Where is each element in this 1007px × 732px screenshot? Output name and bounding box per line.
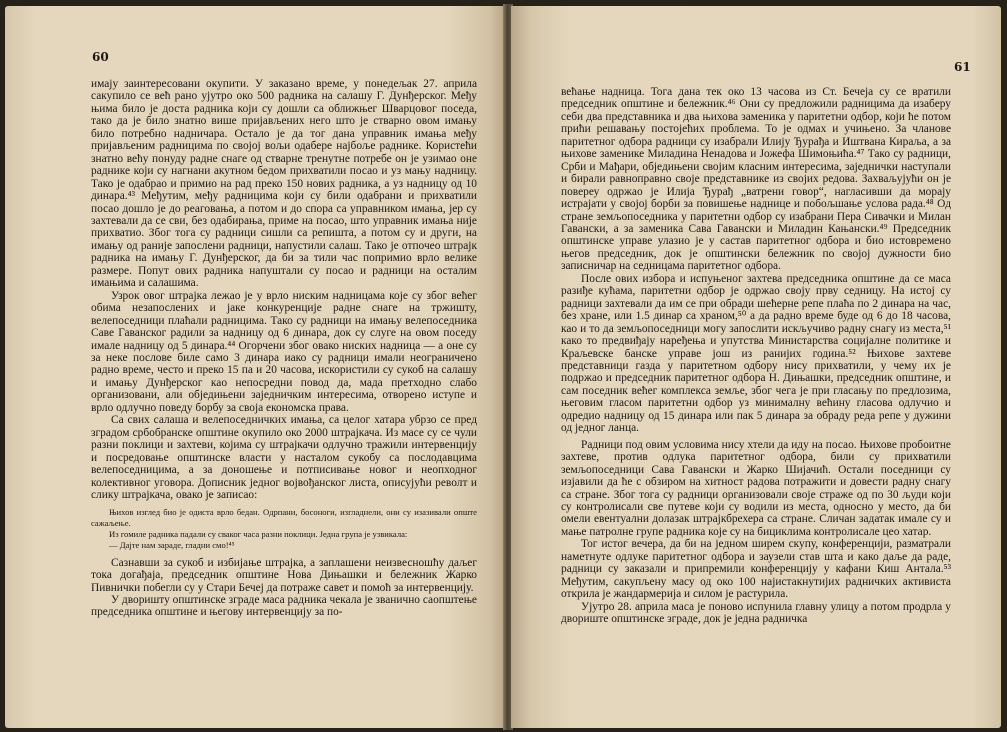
page-number: 60 (92, 50, 109, 64)
paragraph: Тог истог вечера, да би на једном ширем скупу, конференцији, разматрали наметнуте одлуке паритетног одбора и заузели став шта и како даље да раде, радници су заказали и припремили конференцију у кафани Киш Антала.⁵³ Међутим, сакупљену масу од око 100 најистакнутијих радничких активиста открила је жандармерија и силом је растурила. (561, 538, 951, 601)
paragraph: Узрок овог штрајка лежао је у врло ниским надницама које су због већег обима незапослених и јаке конкуренције радне снаге на тржишту, велепоседници плаћали радницима. Тако су радници на имању велепоседника Саве Гаванског радили за надницу од 6 динара, док су слуге на овом поседу имале надницу од 5 динара.⁴⁴ Огорчени због овако ниских надница — а оне су за неке послове биле само 3 динара иако су радници имали неограничено радно време, често и преко 15 па и 20 часова, искористили су сукоб на салашу и имању Дунђерског као непосредни повод да, мада претходно слабо организовани, али обједињени заједничким интересима, отворено иступе и врло одлучно поведу борбу за своја економска права. (91, 289, 477, 414)
left-page (5, 6, 505, 728)
page-body (91, 78, 477, 619)
quote-line: Из гомиле радника падали су сваког часа разни поклици. Једна група је узвикала: (109, 529, 408, 539)
paragraph: Сазнавши за сукоб и избијање штрајка, а заплашени неизвесношћу даљег тока догађаја, председник општине Нова Дињашки и бележник Жарко Пивнички побегли су у Стари Бечеј да потраже савет и помоћ за интервенцију. (91, 556, 477, 594)
paragraph: У дворишту општинске зграде маса радника чекала је званично саопштење председника општине и његову интервенцију за по- (91, 593, 477, 619)
right-page (511, 6, 1001, 728)
quote-line: Њихов изглед био је одиста врло бедан. Одрпани, босоноги, изгладнели, они су изазивали општe сажаљење. (91, 507, 477, 529)
paragraph: имају заинтересовани окупити. У заказано време, у понедељак 27. априла сакупило се већ рано ујутро око 500 радника на салашу Г. Дунђерског. Међу њима било је доста радника који су дошли са оближњег Шварцовог поседа, тако да је било знатно више пријављених него што је стварно овом имању било потребно надничара. Остало је да тог дана управник имања међу пријављеним радницима по својој вољи одабере најбоље раднике. Користећи знатно већу понуду радне снаге од стварне тренутне потребе он је узимао оне раднике који су нагнани акутном бедом прихватили посао и уз мању надницу. Тако је одабрао и примио на рад преко 150 нових радника, а уз надницу од 10 динара.⁴³ Међутим, међу радницима који су били одабрани и прихватили посао дошло је до реаговања, а потом и до спора са управником имања, јер су захтевали да се сви, без одабирања, приме на посао, што управник имања није прихватио. Због тога су радници сишли са репишта, а потом су и други, на имању од раније запослени радници, напустили салаш. Тако је отпочео штрајк радника на имању Г. Дунђерског, да би за тили час попримио врло велике размере. Попут ових радника напуштали су посао и радници на осталим имањима и салашима. (91, 78, 477, 290)
paragraph: Ујутро 28. априла маса је поново испунила главну улицу а потом продрла у двориште општинске зграде, док је једна радничка (561, 600, 951, 626)
page-number: 61 (954, 60, 971, 74)
paragraph: Радници под овим условима нису хтели да иду на посао. Њихове пробоитне захтеве, против одлука паритетног одбора, били су прихватили земљопоседници Сава Гавански и Жарко Шијачић. Остали поседници су изјавили да ће с обзиром на хитност радова потражити и довести радну снагу са стране. Због тога су радници организовали своје страже од по 30 људи који су контролисали све путеве који су водили из места, односно у место, да би омели евентуални долазак штрајкбрехера са стране. Сличан задатак имале су и мање патролне групе радника које су на бициклима контролисале цео хатар. (561, 438, 951, 538)
paragraph: Са свих салаша и велепоседничких имања, са целог хатара убрзо се пред зградом србобранске општине окупило око 2000 штрајкача. Из масе су се чули разни поклици и захтеви, којима су штрајкачи одлучно тражили интервенцију и посредовање општинске власти у насталом сукобу са послодавцима велепоседницима, а за доношење и потписивање новог и неопходног колективног уговора. Дописник једног војвођанског листа, описујући револт и слику штрајкача, овако је записао: (91, 414, 477, 501)
paragraph: После ових избора и испуњеног захтева председника општине да се маса разиђе кућама, паритетни одбор је одржао своју прву седницу. На истој су радници захтевали да им се при обради шећерне репе плаћа по 2 динара на час, без хране, или 1.5 динар са храном,⁵⁰ а да радно време буде од 6 до 18 часова, као и то да земљопоседници могу запослити искључиво радну снагу из места,⁵¹ како то предвиђају наређења и упутства Министарства социјалне политике и Краљевске банске управе још из ранијих година.⁵² Њихове захтеве представници газда у паритетном одбору нису прихватили, у чему их је подржао и председник паритетног одбора Н. Дињашки, председник општине, и сам поседник већег комплекса земље, због чега је при гласању по предлозима, његовим гласом паритетни одбор уз минималну већину гласова одлучио и одредио надницу од 15 динара или пак 5 динара за обраду реда репе у дужини од једног ланца. (561, 272, 951, 435)
block-quote (91, 507, 477, 550)
quote-line: — Дајте нам зараде, гладни смо!⁴⁵ (109, 539, 235, 550)
paragraph: већање надница. Тога дана тек око 13 часова из Ст. Бечеја су се вратили председник општине и бележник.⁴⁶ Они су предложили радницима да изаберу себи два представника и два њихова заменика у паритетни одбор, који ће потом прићи решавању постојећих проблема. То је одмах и учињено. За чланове паритетног одбора радници су изабрали Илију Ђурађа и Иштвана Кираља, а за њихове заменике Миладина Ненадова и Јожефа Шимоњића.⁴⁷ Тако су радници, Срби и Мађари, обједињени својим класним интересима, заједнички наступали и бирали равноправно своје представнике из својих редова. Захваљујући он је повереу одржао је Илија Ђурађ „ватрени говор“, нагласивши да морају истрајати у својој борби за повишење наднице и побољшање услова рада.⁴⁸ Од стране земљопоседника у паритетни одбор су изабрани Пера Сивачки и Милан Гавански, а за заменика Сава Гавански и Миладин Кањански.⁴⁹ Председник општинске управе улазио је у састав паритетног одбора и био истовремено његов председник, док је општински бележник по својој дужности био записничар на седницама паритетног одбора. (561, 86, 951, 273)
page-body (561, 86, 951, 625)
